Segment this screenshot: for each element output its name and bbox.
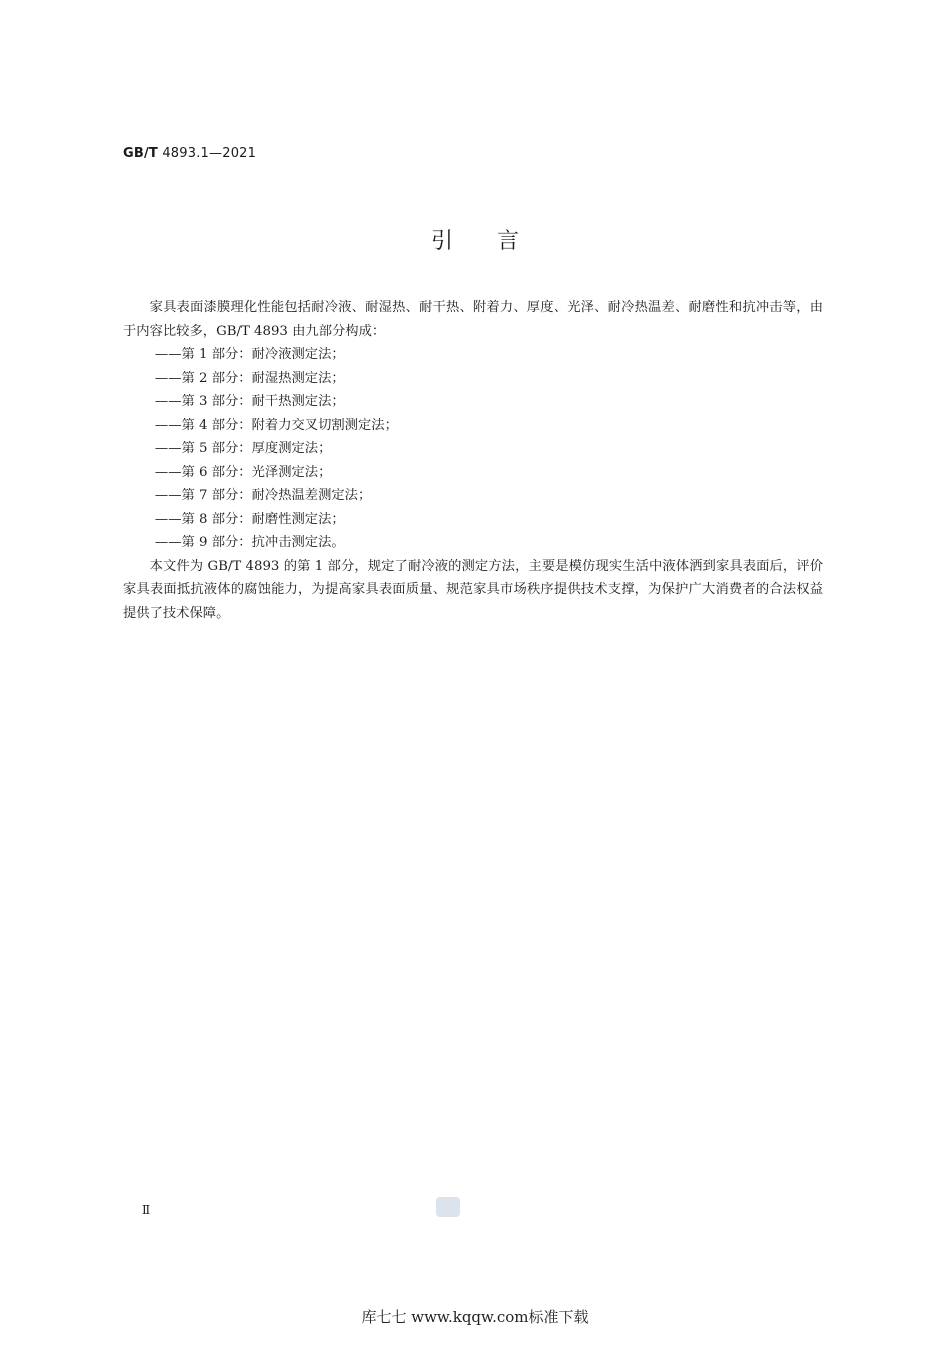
list-item: ——第 1 部分：耐冷液测定法； — [154, 347, 345, 362]
standard-number — [123, 146, 256, 161]
page-title: 引言 — [430, 229, 563, 254]
standard-code: 4893.1—2021 — [158, 146, 257, 161]
list-item: ——第 7 部分：耐冷热温差测定法； — [154, 488, 372, 503]
closing-paragraph: 本文件为 GB/T 4893 的第 1 部分，规定了耐冷液的测定方法，主要是模仿现实生活中液体洒到家具表面后，评价家具表面抵抗液体的腐蚀能力，为提高家具表面质量、规范家具市场秩序提供技术支撑，为保护广大消费者的合法权益提供了技术保障。 — [123, 558, 823, 621]
list-item: ——第 5 部分：厚度测定法； — [154, 441, 332, 456]
list-item: ——第 9 部分：抗冲击测定法。 — [154, 535, 345, 550]
list-item: ——第 2 部分：耐湿热测定法； — [154, 370, 345, 386]
footer-watermark: 库七七 www.kqqw.com标准下载 — [361, 1308, 589, 1326]
page-number: Ⅱ — [142, 1203, 151, 1217]
list-item: ——第 3 部分：耐干热测定法； — [154, 394, 345, 409]
intro-paragraph: 家具表面漆膜理化性能包括耐冷液、耐湿热、耐干热、附着力、厚度、光泽、耐冷热温差、耐磨性和抗冲击等，由于内容比较多，GB/T 4893 由九部分构成： — [123, 300, 823, 339]
sac-logo-icon — [436, 1197, 460, 1217]
list-item: ——第 8 部分：耐磨性测定法； — [154, 511, 345, 527]
standard-prefix: GB/T — [123, 146, 158, 161]
list-item: ——第 4 部分：附着力交叉切割测定法； — [154, 417, 398, 433]
document-body — [123, 296, 823, 625]
list-item: ——第 6 部分：光泽测定法； — [154, 464, 332, 480]
